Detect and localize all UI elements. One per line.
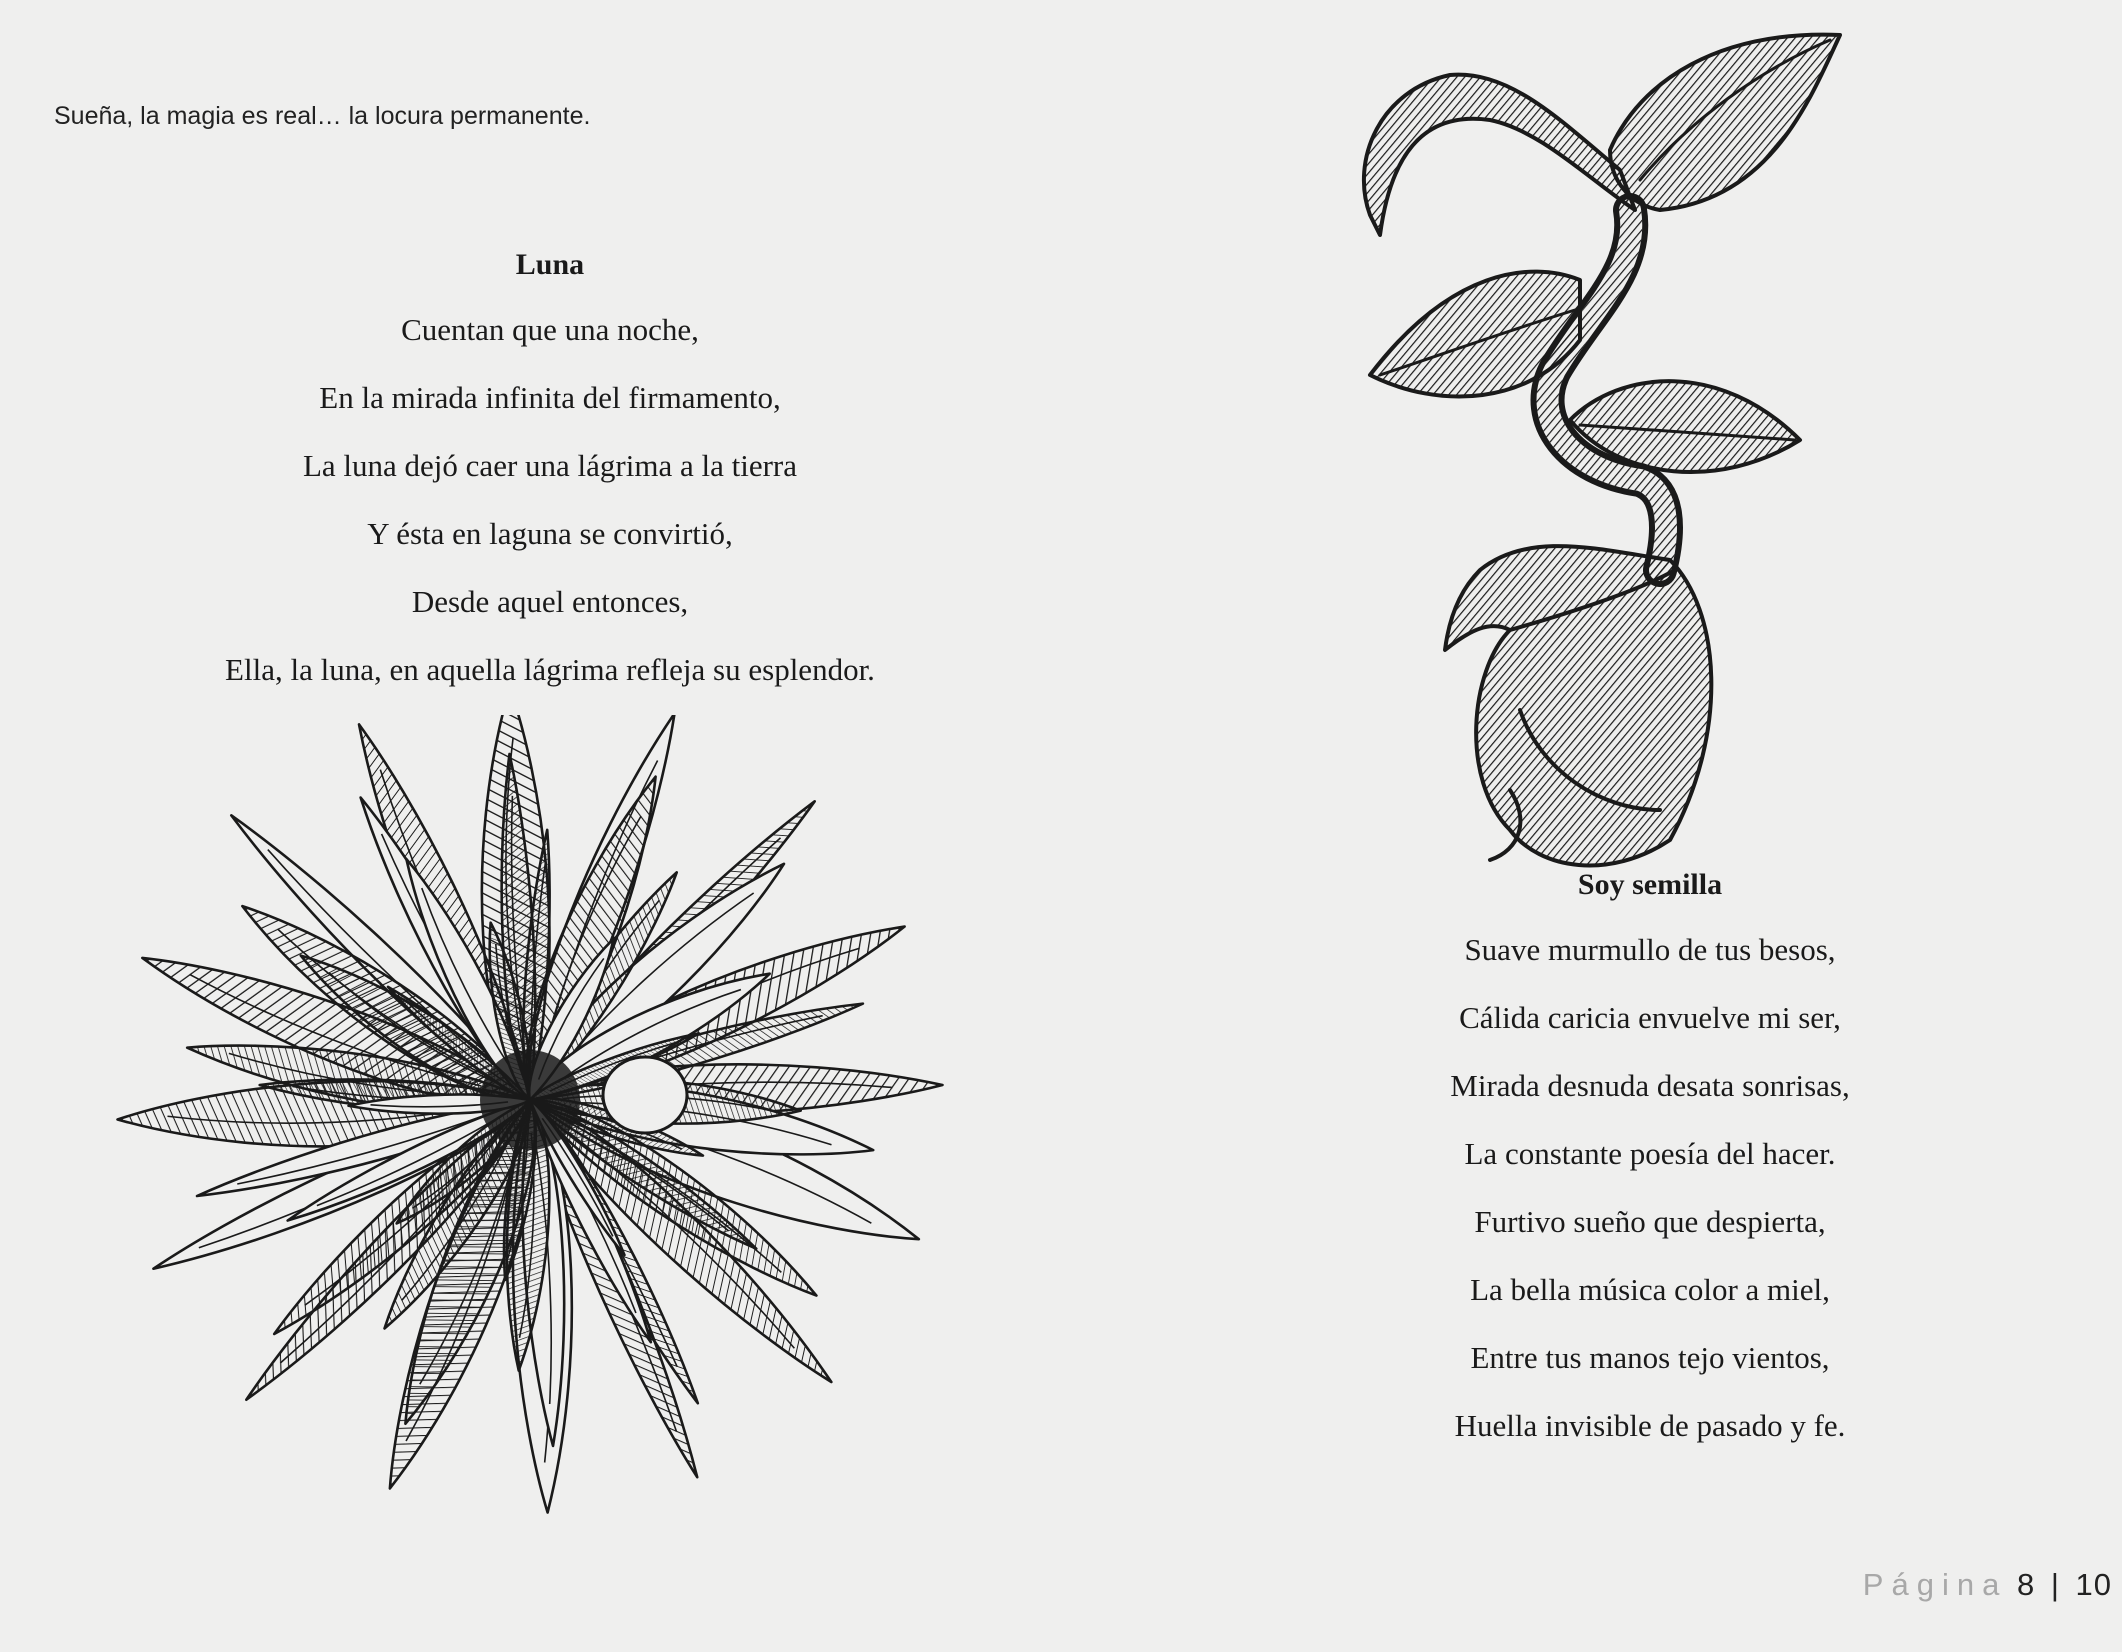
poem-line: La luna dejó caer una lágrima a la tierra: [302, 448, 797, 483]
poem-line: Cuentan que una noche,: [401, 312, 699, 347]
poem-line: Y ésta en laguna se convirtió,: [367, 516, 733, 551]
dahlia-center: [480, 1050, 580, 1150]
sprout-curl: [1364, 75, 1635, 235]
page-tagline: Sueña, la magia es real… la locura permanente.: [54, 102, 591, 130]
poem-soy-semilla: [1350, 868, 1950, 1460]
dahlia-illustration: [10, 715, 1050, 1645]
page-footer: [1863, 1567, 2112, 1603]
poem-line: Cálida caricia envuelve mi ser,: [1459, 1000, 1841, 1035]
footer-total-pages: 10: [2075, 1567, 2112, 1602]
poem-title: Soy semilla: [1577, 868, 1723, 901]
poem-line: La constante poesía del hacer.: [1464, 1136, 1836, 1171]
footer-page-word: Página: [1862, 1567, 2008, 1602]
poem-line: Furtivo sueño que despierta,: [1474, 1204, 1826, 1239]
dahlia-bud: [603, 1057, 687, 1133]
poem-title: Luna: [515, 248, 585, 281]
poem-line: Ella, la luna, en aquella lágrima refleja su esplendor.: [225, 652, 875, 687]
poem-luna: [150, 248, 950, 704]
footer-separator: |: [2050, 1567, 2060, 1602]
leaf-top: [1610, 35, 1840, 210]
poem-line: Suave murmullo de tus besos,: [1464, 932, 1836, 967]
poem-line: Mirada desnuda desata sonrisas,: [1450, 1068, 1850, 1103]
seedling-illustration: [1340, 10, 1980, 880]
poem-line: Entre tus manos tejo vientos,: [1470, 1340, 1830, 1375]
poem-line: En la mirada infinita del firmamento,: [319, 380, 781, 415]
footer-current-page: 8: [2016, 1567, 2036, 1602]
poem-line: Huella invisible de pasado y fe.: [1454, 1408, 1846, 1443]
poem-line: La bella música color a miel,: [1470, 1272, 1830, 1307]
seed-bud: [1445, 546, 1711, 865]
poem-line: Desde aquel entonces,: [411, 584, 689, 619]
